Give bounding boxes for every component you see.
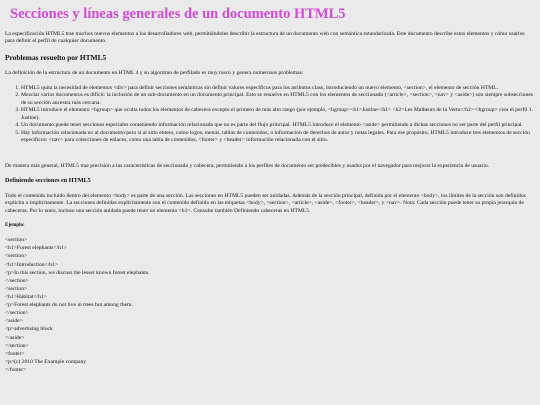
code-line: <h1>Habitat</h1> [5,294,47,300]
code-line: <p>advertising block [5,326,53,333]
code-line: <aside> [5,318,23,325]
code-line: <h1>Introduction</h1> [5,261,59,268]
section-heading-problems: Problemas resuelto por HTML5 [5,53,107,63]
list-item: 2. Mezclar varios documentos es difícil: la inclusión de un sub-documento en un documento principal. Esto se resuelve en HTML5 con los elementos de seccionado (<article>, <section>, <nav> y <aside>) son siempre subsecciones de su sección ancestra más cercana. [21,92,535,107]
list-item: 3. HTML5 introduce el elemento <hgroup> que oculta todos los elementos de cabecera excepto el primero de más alto rango (por ejemplo, <hgroup><h1>Justine</h1> <h2>Les Malheurs de la Vertu</h2></hgroup> crea el perfil 1. Justine). [21,107,535,122]
code-line: <section> [5,285,28,292]
code-line: <p>In this section, we discuss the lesser known forest elephants. [5,269,150,276]
code-line: <p>Forest elephants do not live in trees but among them. [5,302,133,309]
code-line: </section> [5,310,29,317]
section-heading-defining: Definiendo secciones en HTML5 [5,177,91,185]
list-item: 4. Un documento puede tener secciones especiales conteniendo información relacionada que no es parte del flujo principal. HTML5 introduce el elemento <aside> permitiendo a dichas secciones no ser parte del perfil principal. [21,122,535,130]
example-label: Ejemplo: [5,223,25,229]
code-line: <footer> [5,350,25,357]
intro-paragraph: La especificación HTML5 trae muchos nuevos elementos a los desarrolladores web, permitiéndoles describir la estructura de un documento web con semántica estandarizada. Este documento describe estos elementos y cómo usarlos para definir el perfil de cualquier documento. [5,30,525,45]
code-line: </section> [5,342,29,349]
problems-lead-paragraph: La definición de la estructura de un documento en HTML 4 y su algoritmo de perfilado es muy tosco y genera numerosos problemas: [5,70,304,77]
problems-conclusion-paragraph: De manera más general, HTML5 trae precisión a las características de seccionado y cabecera, permitiendo a los perfiles de documento ser predecibles y usados por el navegador para mejorar la experiencia de usuario. [5,162,490,169]
list-item: 1. HTML5 quita la necesidad de elementos <div> para definir secciones semánticas sin definir valores específicos para los atributos class, introduciendo un nuevo elemento, <section>, el elemento de sección HTML. [21,85,535,93]
code-line: <p>(c) 2010 The Example company [5,358,87,365]
problems-list [5,85,535,145]
code-line: </aside> [5,334,25,341]
code-example [5,236,535,374]
code-line: <section> [5,253,28,260]
page-title: Secciones y líneas generales de un documento HTML5 [10,6,346,22]
code-line: <section> [5,237,28,244]
code-line: <h1>Forest elephants</h1> [5,245,67,252]
list-item: 5. Hay información relacionada no al documento pero sí al sitio entero, como logos, menús, tablas de contenidos, o información de derechos de autor y notas legales. Para ese propósito, HTML5 introduce tres elementos de sección específicos: <nav> para colecciones de enlaces, como una tabla de contenidos, <footer> y <header> información relacionada con el sitio. [21,130,535,145]
spacer [5,145,535,163]
code-line: </section> [5,277,29,284]
code-line: </footer> [5,366,27,373]
defining-body-paragraph: Todo el contenido incluido dentro del elemento <body> es parte de una sección. Las secciones en HTML5 pueden ser anidadas. Además de la sección principal, definida por el elemento <body>, los límites de la sección son definidos explícita o implícitamente. La secciones definidas explícitamente son el contenido definido en las etiquetas <body>, <section>, <article>, <aside>, <footer>, <header>, y <nav>. Nota: Cada sección puede tener su propia jerarquía de cabeceras. Por lo tanto, incluso una sección anidada puede tener un elemento <h1>. Consulte también Definiendo cabeceras en HTML5. [5,192,526,214]
